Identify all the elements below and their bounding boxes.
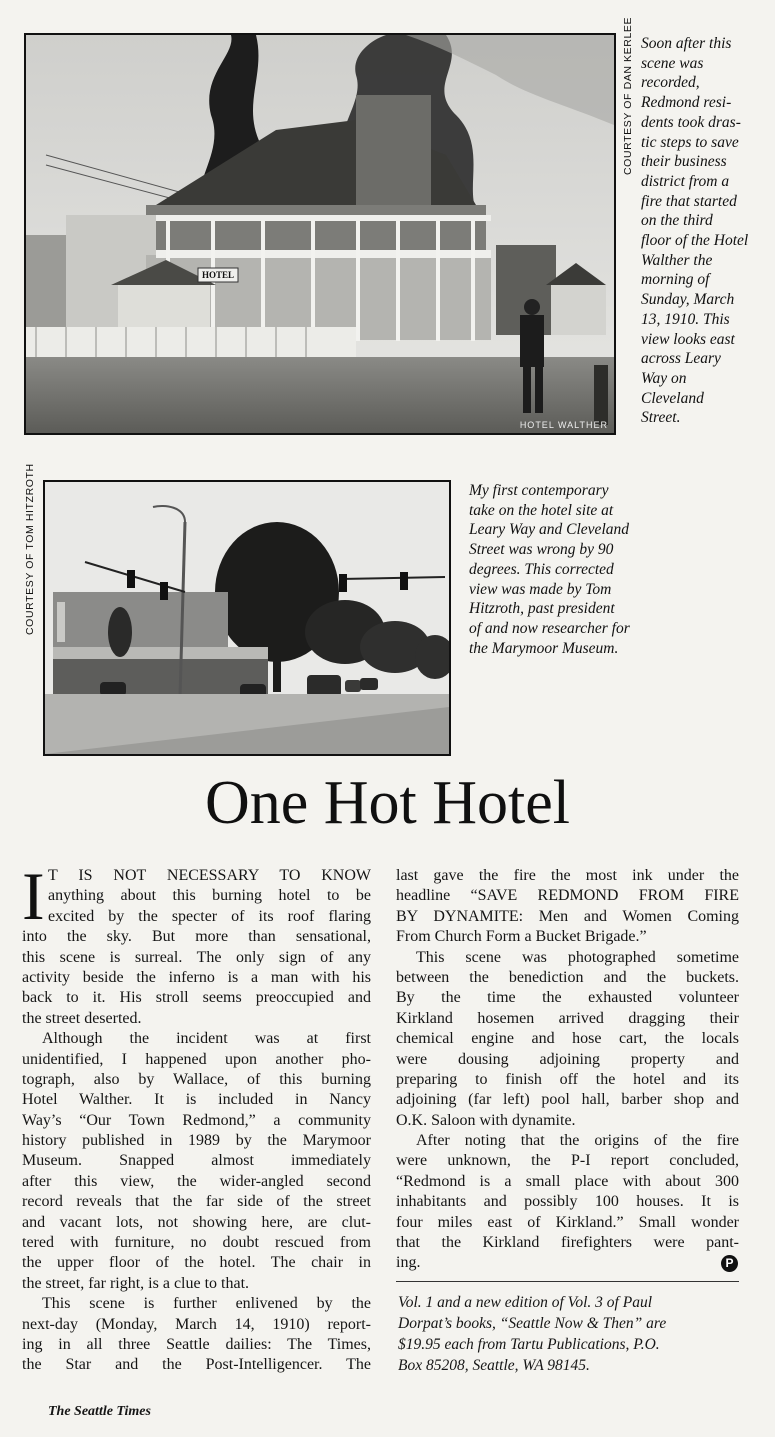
caption-line: Soon after this bbox=[641, 35, 732, 52]
photo2-credit: COURTESY OF TOM HITZROTH bbox=[24, 463, 36, 635]
article-line: This scene was photographed sometime bbox=[416, 948, 739, 966]
article-line: By the time the exhausted volunteer bbox=[396, 989, 739, 1007]
article-line: ing in all three Seattle dailies: The Times, bbox=[22, 1335, 371, 1353]
caption-line: Cleveland bbox=[641, 389, 704, 407]
caption-line: scene was bbox=[641, 54, 704, 72]
caption-line: My first contemporary bbox=[469, 482, 609, 499]
book-note-line: Box 85208, Seattle, WA 98145. bbox=[398, 1357, 590, 1374]
article-line: preparing to finish off the hotel and its bbox=[396, 1070, 739, 1088]
article-line: headline “SAVE REDMOND FROM FIRE bbox=[396, 887, 739, 905]
caption-line: 13, 1910. This bbox=[641, 310, 730, 328]
caption-line: take on the hotel site at bbox=[469, 501, 614, 519]
publication-footer: The Seattle Times bbox=[48, 1404, 151, 1419]
article-line: were dousing adjoining property and bbox=[396, 1050, 739, 1068]
caption-line: on the third bbox=[641, 212, 713, 230]
article-line: unidentified, I happened upon another pho- bbox=[22, 1050, 371, 1068]
caption-line: across Leary bbox=[641, 350, 721, 368]
book-note-line: $19.95 each from Tartu Publications, P.O. bbox=[398, 1336, 660, 1353]
caption-line: dents took dras- bbox=[641, 113, 741, 131]
hotel-walther-label: HOTEL WALTHER bbox=[519, 420, 608, 430]
caption-line: recorded, bbox=[641, 74, 700, 92]
article-line: This scene is further enlivened by the bbox=[42, 1295, 371, 1313]
article-line: chemical engine and hose cart, the locals bbox=[396, 1030, 739, 1048]
article-line: “Redmond is a small place with about 300 bbox=[396, 1172, 739, 1190]
caption-line: Walther the bbox=[641, 251, 713, 269]
article-right-column bbox=[396, 866, 739, 1274]
article-line: this scene is surreal. The only sign of any bbox=[22, 948, 371, 966]
caption-line: of and now researcher for bbox=[469, 619, 630, 637]
article-line: next-day (Monday, March 14, 1910) report- bbox=[22, 1315, 371, 1333]
headline: One Hot Hotel bbox=[204, 769, 571, 837]
article-line: into the sky. But more than sensational, bbox=[22, 928, 371, 946]
caption-line: Way on bbox=[641, 369, 687, 387]
article-line: ing. bbox=[396, 1254, 421, 1272]
article-line: back to it. His stroll seems preoccupied and bbox=[22, 989, 371, 1007]
article-line: tered with furniture, no doubt rescued from bbox=[22, 1234, 371, 1252]
article-line: were unknown, the P-I report concluded, bbox=[396, 1152, 739, 1170]
book-note bbox=[398, 1292, 666, 1376]
article-line: excited by the specter of its roof flaring bbox=[48, 907, 371, 925]
article-line: Kirkland hosemen arrived dragging their bbox=[396, 1009, 739, 1027]
historic-hotel-fire-photo bbox=[24, 33, 616, 435]
article-line: after this view, the wider-angled second bbox=[22, 1172, 371, 1190]
article-line: Hotel Walther. It is included in Nancy bbox=[22, 1091, 371, 1109]
caption-line: Street. bbox=[641, 409, 681, 427]
article-line: tograph, also by Wallace, of this burning bbox=[22, 1070, 371, 1088]
caption-line: district from a bbox=[641, 172, 730, 190]
end-mark-icon: P bbox=[721, 1255, 738, 1272]
article-line: the upper floor of the hotel. The chair in bbox=[22, 1254, 371, 1272]
article-line: anything about this burning hotel to be bbox=[48, 887, 371, 905]
article-line: the street, far right, is a clue to that. bbox=[22, 1274, 250, 1292]
photo1-credit: COURTESY OF DAN KERLEE bbox=[622, 16, 634, 175]
caption-line: floor of the Hotel bbox=[641, 232, 749, 250]
article-left-column bbox=[22, 858, 371, 1376]
caption-line: morning of bbox=[641, 271, 710, 289]
article-line: Although the incident was at first bbox=[42, 1030, 371, 1048]
caption-line: the Marymoor Museum. bbox=[469, 639, 619, 657]
article-line: last gave the fire the most ink under the bbox=[396, 867, 739, 884]
book-note-line: Dorpat’s books, “Seattle Now & Then” are bbox=[398, 1315, 667, 1332]
book-note-line: Vol. 1 and a new edition of Vol. 3 of Paul bbox=[398, 1294, 653, 1311]
caption-line: Sunday, March bbox=[641, 291, 735, 309]
photo2-caption bbox=[469, 481, 630, 658]
caption-line: degrees. This corrected bbox=[469, 560, 614, 578]
article-line: Museum. Snapped almost immediately bbox=[22, 1152, 371, 1170]
article-line: inhabitants and possibly 100 houses. It is bbox=[396, 1193, 739, 1211]
contemporary-site-photo bbox=[43, 480, 451, 756]
caption-line: view was made by Tom bbox=[469, 580, 612, 598]
caption-line: tic steps to save bbox=[641, 133, 739, 151]
caption-line: their business bbox=[641, 153, 727, 171]
drop-cap: I bbox=[22, 858, 45, 934]
article-line: After noting that the origins of the fire bbox=[416, 1132, 739, 1150]
caption-line: Leary Way and Cleveland bbox=[469, 521, 629, 539]
photo1-caption bbox=[641, 34, 748, 428]
caption-line: Street was wrong by 90 bbox=[469, 541, 614, 559]
caption-line: fire that started bbox=[641, 192, 737, 210]
article-line: the street deserted. bbox=[22, 1009, 142, 1027]
article-line: and vacant lots, not showing here, are clut- bbox=[22, 1213, 371, 1231]
article-line: From Church Form a Bucket Brigade.” bbox=[396, 928, 647, 946]
article-line: the Star and the Post-Intelligencer. The bbox=[22, 1356, 371, 1374]
article-line: adjoining (far left) pool hall, barber shop and bbox=[396, 1091, 739, 1109]
article-line: history published in 1989 by the Marymoor bbox=[22, 1132, 371, 1150]
article-line: T IS NOT NECESSARY TO KNOW bbox=[48, 867, 371, 884]
article-line: between the benediction and the buckets. bbox=[396, 968, 739, 986]
article-line: four miles east of Kirkland.” Small wonder bbox=[396, 1213, 739, 1231]
article-line: activity beside the inferno is a man with his bbox=[22, 968, 371, 986]
article-line: O.K. Saloon with dynamite. bbox=[396, 1111, 576, 1129]
article-line: Way’s “Our Town Redmond,” a community bbox=[22, 1111, 371, 1129]
article-line: that the Kirkland firefighters were pant- bbox=[396, 1234, 739, 1252]
article-line: BY DYNAMITE: Men and Women Coming bbox=[396, 907, 739, 925]
caption-line: Hitzroth, past president bbox=[469, 600, 615, 618]
article-line: record reveals that the far side of the street bbox=[22, 1193, 371, 1211]
caption-line: view looks east bbox=[641, 330, 735, 348]
caption-line: Redmond resi- bbox=[641, 94, 732, 112]
divider-rule bbox=[396, 1281, 739, 1282]
hotel-sign-text: HOTEL bbox=[201, 270, 235, 280]
